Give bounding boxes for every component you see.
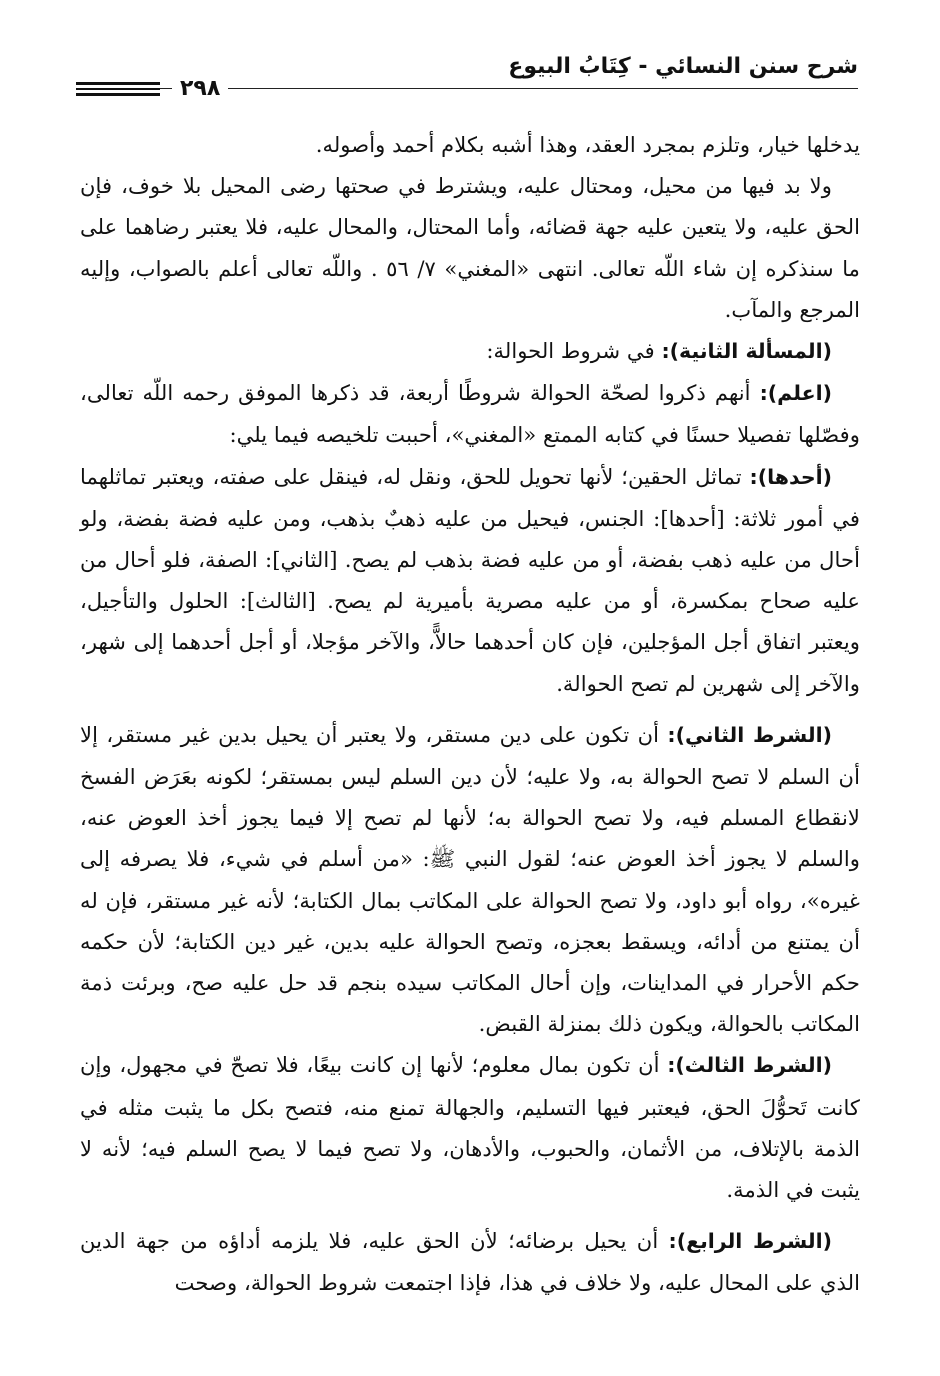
section-heading-term: (المسألة الثانية): <box>661 339 832 364</box>
paragraph-text: أن تكون على دين مستقر، ولا يعتبر أن يحيل بدين غير مستقر، إلا أن السلم لا تصح الحوالة به، ولا عليه؛ لأن دين السلم ليس بمستقر؛ لكونه بعَرَض الفسخ لانقطاع المسلم فيه، ولا تصح الحوالة به؛ لأنها لم تصح إلا فيما يجوز أخذ العوض عنه، والسلم لا يجوز أخذ العوض عنه؛ لقول النبي ﷺ: «من أسلم في شيء، فلا يصرفه إلى غيره»، رواه أبو داود، ولا تصح الحوالة على المكاتب بمال الكتابة؛ لأنه غير مستقر، فإن له أن يمتنع من أدائه، ويسقط بعجزه، وتصح الحوالة عليه بدين، غير دين الكتابة؛ لأن حكمه حكم الأحرار في المداينات، وإن أحال المكاتب سيده بنجم قد حل عليه صح، وبرئت ذمة المكاتب بالحوالة، ويكون ذلك بمنزلة القبض. <box>80 721 860 1037</box>
header-decorative-bars <box>76 82 160 99</box>
section-heading-term: (أحدها): <box>749 464 832 489</box>
running-header <box>76 52 858 112</box>
paragraph-text: أن يحيل برضائه؛ لأن الحق عليه، فلا يلزمه أداؤه من جهة الدين الذي على المحال عليه، ولا خلاف في هذا، فإذا اجتمعت شروط الحوالة، وصحت <box>80 1228 860 1296</box>
section-heading-term: (اعلم): <box>759 381 832 406</box>
paragraph-text: ولا بد فيها من محيل، ومحتال عليه، ويشترط في صحتها رضى المحيل بلا خوف، فإن الحق عليه، ولا يتعين عليه جهة قضائه، وأما المحتال، والمحال عليه، فلا يعتبر رضاهما على ما سنذكره إن شاء اللّه تعالى. انتهى «المغني» ٧/ ٥٦ . واللّه تعالى أعلم بالصواب، وإليه المرجع والمآب. <box>80 173 860 322</box>
paragraph <box>80 124 860 165</box>
page-number: ٢٩٨ <box>172 76 228 101</box>
paragraph <box>80 456 860 704</box>
section-heading-term: (الشرط الثاني): <box>667 722 832 747</box>
body-text <box>80 124 860 1304</box>
paragraph <box>80 372 860 455</box>
paragraph-text: يدخلها خيار، وتلزم بمجرد العقد، وهذا أشبه بكلام أحمد وأصوله. <box>315 132 860 157</box>
paragraph-text: تماثل الحقين؛ لأنها تحويل للحق، ونقل له، فينقل على صفته، ويعتبر تماثلهما في أمور ثلاثة: [أحدها]: الجنس، فيحيل من عليه ذهبٌ بذهب، ومن عليه فضة بفضة، ولو أحال من عليه ذهب بفضة، أو من عليه فضة بذهب لم يصح. [الثاني]: الصفة، فلو أحال من عليه صحاح بمكسرة، أو من عليه مصرية بأميرية لم يصح. [الثالث]: الحلول والتأجيل، ويعتبر اتفاق أجل المؤجلين، فإن كان أحدهما حالاًّ، والآخر مؤجلا، أو أجل أحدهما إلى شهر، والآخر إلى شهرين لم تصح الحوالة. <box>80 463 860 696</box>
section-heading-term: (الشرط الرابع): <box>668 1229 832 1254</box>
paragraph <box>80 165 860 330</box>
paragraph <box>80 1044 860 1210</box>
paragraph <box>80 714 860 1045</box>
paragraph <box>80 330 860 372</box>
running-title: شرح سنن النسائي - كِتَابُ البيوع <box>508 54 858 79</box>
paragraph <box>80 1220 860 1303</box>
paragraph-text: في شروط الحوالة: <box>486 338 662 364</box>
section-heading-term: (الشرط الثالث): <box>667 1053 832 1078</box>
paragraph-text: أن تكون بمال معلوم؛ لأنها إن كانت بيعًا، فلا تصحّ في مجهول، وإن كانت تَحوُّلَ الحق، فيعتبر فيها التسليم، والجهالة تمنع منه، فتصح بكل ما يثبت مثله في الذمة بالإتلاف، من الأثمان، والحبوب، والأدهان، ولا تصح فيما لا يصح السلم فيه؛ لأنه لا يثبت في الذمة. <box>80 1052 860 1203</box>
paragraph-text: أنهم ذكروا لصحّة الحوالة شروطًا أربعة، قد ذكرها الموفق رحمه اللّه تعالى، وفصّلها تفصيلا حسنًا في كتابه الممتع «المغني»، أحببت تلخيصه فيما يلي: <box>80 380 860 448</box>
